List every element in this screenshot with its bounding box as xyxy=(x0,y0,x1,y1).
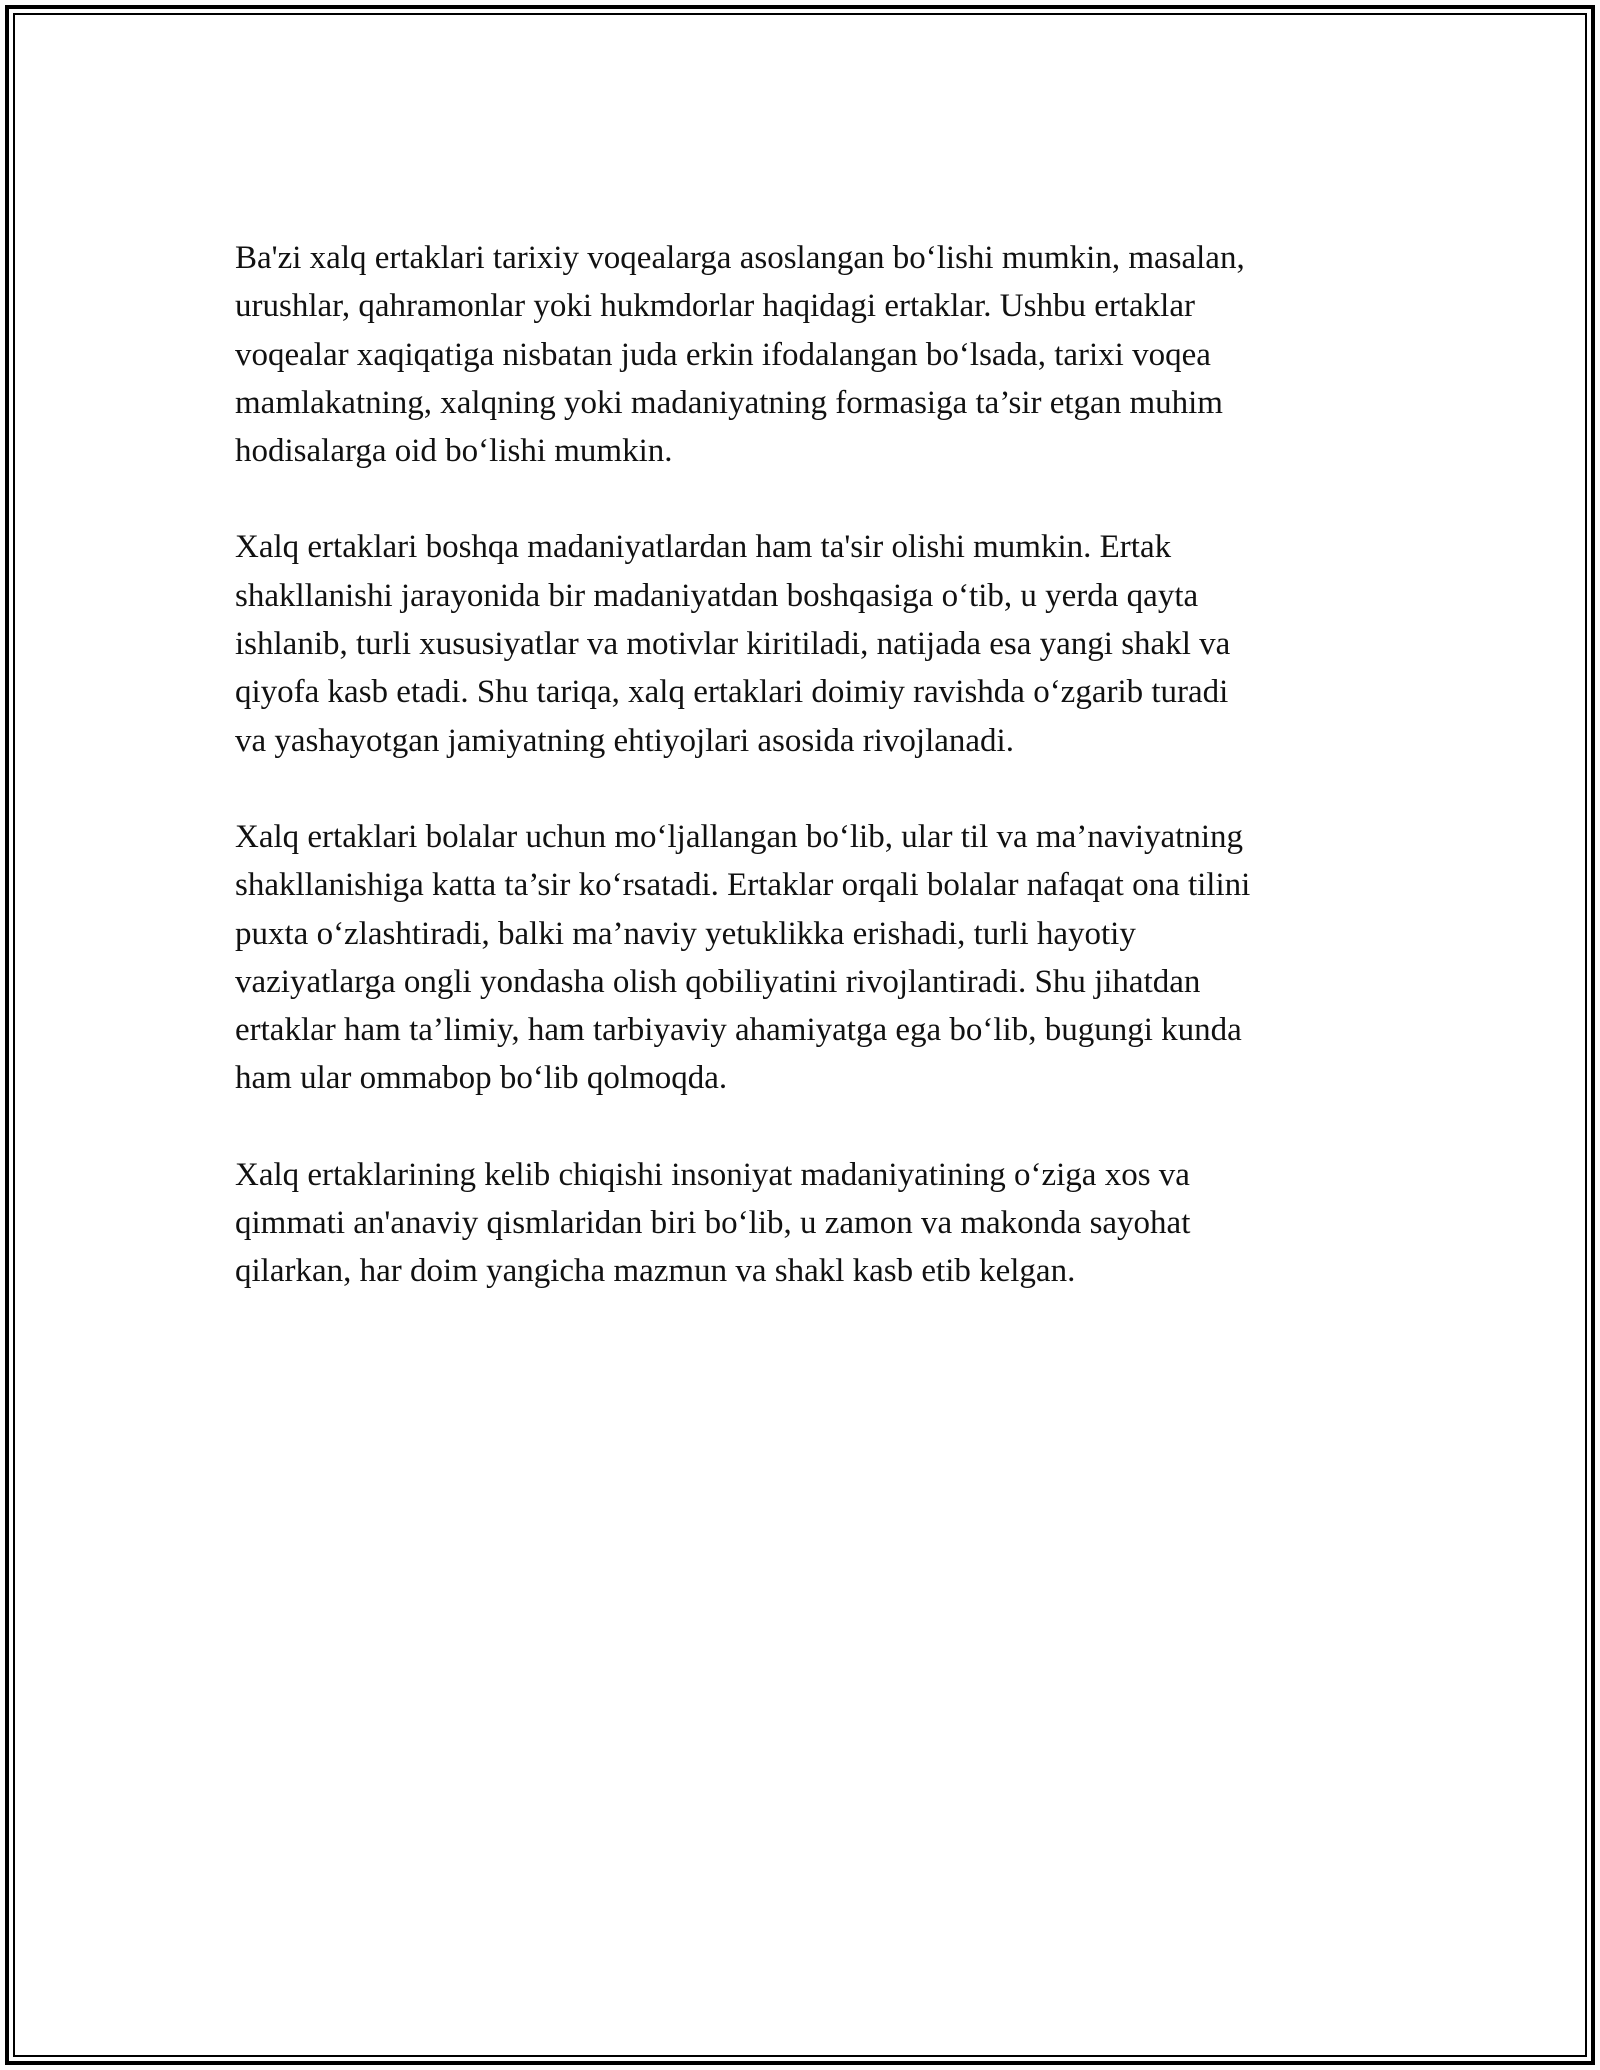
text-line: shakllanishi jarayonida bir madaniyatdan boshqasiga o‘tib, u yerda qayta xyxy=(235,577,1199,614)
text-line: hodisalarga oid bo‘lishi mumkin. xyxy=(235,433,673,470)
text-line: shakllanishiga katta ta’sir ko‘rsatadi. Ertaklar orqali bolalar nafaqat ona tilini xyxy=(235,867,1251,904)
document-body xyxy=(235,234,1380,1344)
text-line: Ba'zi xalq ertaklari tarixiy voqealarga asoslangan bo‘lishi mumkin, masalan, xyxy=(235,240,1245,276)
text-line: Xalq ertaklarining kelib chiqishi insoniyat madaniyatining o‘ziga xos va xyxy=(235,1156,1190,1193)
text-line: ertaklar ham ta’limiy, ham tarbiyaviy ahamiyatga ega bo‘lib, bugungi kunda xyxy=(235,1012,1242,1049)
paragraph-3 xyxy=(235,813,1380,1103)
text-line: va yashayotgan jamiyatning ehtiyojlari asosida rivojlanadi. xyxy=(235,722,1014,759)
text-line: vaziyatlarga ongli yondasha olish qobiliyatini rivojlantiradi. Shu jihatdan xyxy=(235,963,1201,1000)
paragraph-4 xyxy=(235,1151,1380,1296)
text-line: mamlakatning, xalqning yoki madaniyatning formasiga ta’sir etgan muhim xyxy=(235,384,1223,421)
text-line: Xalq ertaklari boshqa madaniyatlardan ham ta'sir olishi mumkin. Ertak xyxy=(235,529,1172,566)
text-line: voqealar xaqiqatiga nisbatan juda erkin ifodalangan bo‘lsada, tarixi voqea xyxy=(235,336,1211,373)
paragraph-2 xyxy=(235,523,1380,764)
text-line: qiyofa kasb etadi. Shu tariqa, xalq ertaklari doimiy ravishda o‘zgarib turadi xyxy=(235,674,1229,711)
text-line: ishlanib, turli xususiyatlar va motivlar kiritiladi, natijada esa yangi shakl va xyxy=(235,626,1231,663)
text-line: qilarkan, har doim yangicha mazmun va shakl kasb etib kelgan. xyxy=(235,1253,1076,1290)
text-line: ham ular ommabop bo‘lib qolmoqda. xyxy=(235,1060,728,1097)
text-line: Xalq ertaklari bolalar uchun mo‘ljallangan bo‘lib, ular til va ma’naviyatning xyxy=(235,818,1243,855)
text-line: puxta o‘zlashtiradi, balki ma’naviy yetuklikka erishadi, turli hayotiy xyxy=(235,915,1136,952)
text-line: qimmati an'anaviy qismlaridan biri bo‘lib, u zamon va makonda sayohat xyxy=(235,1205,1191,1242)
paragraph-1 xyxy=(235,234,1380,475)
text-line: urushlar, qahramonlar yoki hukmdorlar haqidagi ertaklar. Ushbu ertaklar xyxy=(235,288,1195,325)
